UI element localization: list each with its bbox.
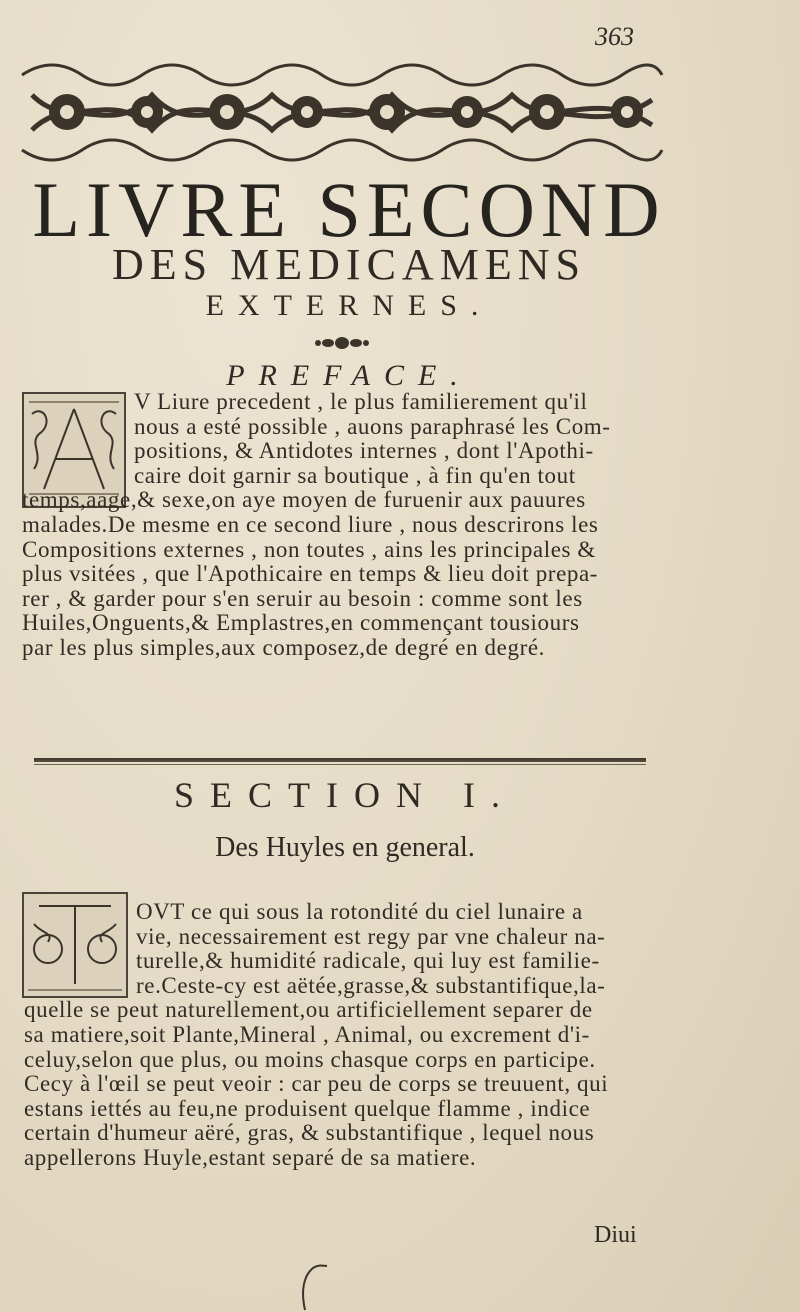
text-line: nous a esté possible , auons paraphrasé les Com- [134,413,611,439]
text-line: OVT ce qui sous la rotondité du ciel lunaire a [136,899,583,924]
page-number: 363 [595,22,634,51]
section-rule [34,758,646,762]
text-line: malades.De mesme en ce second liure , nous descrirons les [22,511,599,537]
book-subtitle-2: EXTERNES. [205,289,493,322]
book-subtitle: DES MEDICAMENS [112,240,586,289]
section-rule-thin [34,764,646,765]
ornamental-headpiece [12,55,672,170]
text-line: par les plus simples,aux composez,de degré en degré. [22,634,545,660]
text-line: rer , & garder pour s'en seruir au besoin : comme sont les [22,585,583,611]
text-line: appellerons Huyle,estant separé de sa matiere. [24,1144,477,1170]
book-title: LIVRE SECOND [32,166,666,253]
text-line: plus vsitées , que l'Apothicaire en temps & lieu doit prepa- [22,561,599,587]
text-line: sa matiere,soit Plante,Mineral , Animal, ou excrement d'i- [24,1021,590,1047]
text-line: quelle se peut naturellement,ou artificiellement separer de [24,997,593,1023]
preface-heading: PREFACE. [226,359,472,392]
fleuron-ornament [314,332,370,354]
section-text [24,900,608,1171]
text-line: vie, necessairement est regy par vne chaleur na- [136,923,606,949]
text-line: Compositions externes , non toutes , ains les principales & [22,536,596,562]
text-line: temps,aage,& sexe,on aye moyen de furuenir aux pauures [22,487,586,513]
text-line: Cecy à l'œil se peut veoir : car peu de corps se treuuent, qui [24,1071,609,1097]
text-line: certain d'humeur aëré, gras, & substantifique , lequel nous [24,1120,595,1146]
text-line: caire doit garnir sa boutique , à fin qu'en tout [134,462,576,488]
section-subheading: Des Huyles en general. [215,832,475,863]
preface-text [22,390,611,661]
text-line: estans iettés au feu,ne produisent quelque flamme , indice [24,1095,591,1121]
text-line: V Liure precedent , le plus familierement qu'il [134,389,588,414]
text-line: celuy,selon que plus, ou moins chasque corps en participe. [24,1046,596,1072]
section-heading: SECTION I. [174,775,516,815]
text-line: positions, & Antidotes internes , dont l'Apothi- [134,438,594,464]
signature-mark [283,1262,333,1312]
text-line: re.Ceste-cy est aëtée,grasse,& substantifique,la- [136,972,606,998]
text-line: Huiles,Onguents,& Emplastres,en commençant tousiours [22,610,580,636]
text-line: turelle,& humidité radicale, qui luy est familie- [136,948,600,974]
catchword: Diui [594,1222,637,1248]
